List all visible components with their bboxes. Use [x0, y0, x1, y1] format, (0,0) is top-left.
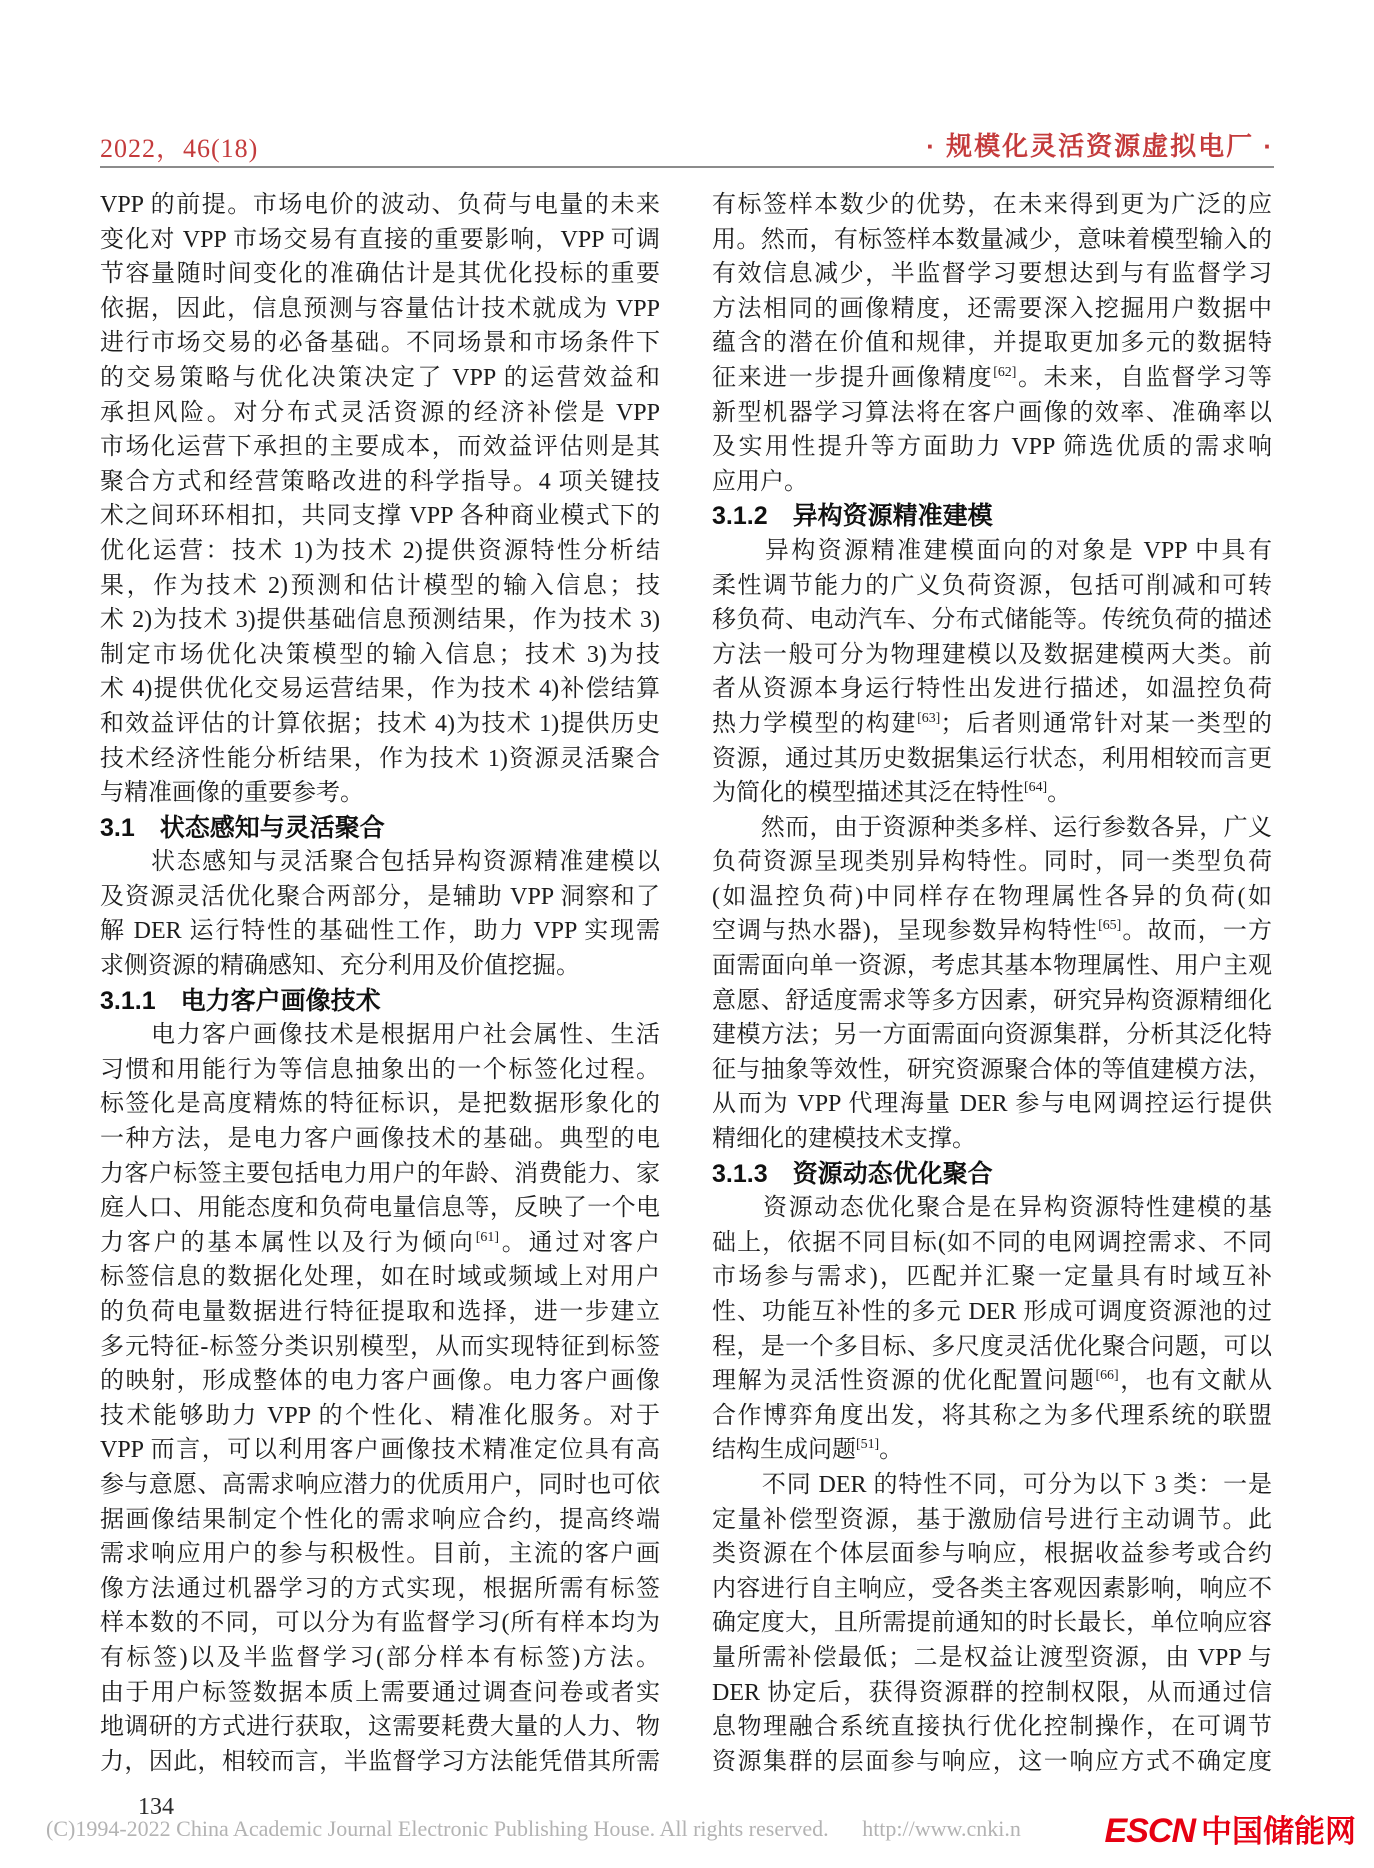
text-line: 求侧资源的精确感知、充分利用及价值挖掘。	[100, 953, 580, 980]
text-line: 庭人口、用能态度和负荷电量信息等，反映了一个电	[100, 1195, 660, 1222]
text-line: 征与抽象等效性，研究资源聚合体的等值建模方法，	[712, 1056, 1272, 1083]
text-line: 节容量随时间变化的准确估计是其优化投标的重要	[100, 261, 660, 288]
text-line: 与精准画像的重要参考。	[100, 780, 364, 807]
text-line: 解 DER 运行特性的基础性工作，助力 VPP 实现需	[100, 918, 660, 945]
text-line: 术 2)为技术 3)提供基础信息预测结果，作为技术 3)	[100, 607, 660, 634]
text-line: 进行市场交易的必备基础。不同场景和市场条件下	[100, 330, 660, 357]
text-line: 样本数的不同，可以分为有监督学习(所有样本均为	[100, 1610, 660, 1637]
cnki-url: http://www.cnki.n	[862, 1816, 1021, 1841]
copyright-line	[46, 1816, 1021, 1842]
text-line: VPP 的前提。市场电价的波动、负荷与电量的未来	[100, 192, 660, 218]
text-line: 多元特征-标签分类识别模型，从而实现特征到标签	[100, 1333, 660, 1360]
page-number: 134	[138, 1794, 174, 1820]
text-line: 内容进行自主响应，受各类主客观因素影响，响应不	[712, 1575, 1272, 1602]
text-line: 资源集群的层面参与响应，这一响应方式不确定度	[712, 1748, 1272, 1775]
copyright-text: (C)1994-2022 China Academic Journal Electronic Publishing House. All rights reserved.	[46, 1816, 829, 1841]
text-line: 需求响应用户的参与积极性。目前，主流的客户画	[100, 1541, 660, 1568]
text-line: 定量补偿型资源，基于激励信号进行主动调节。此	[712, 1506, 1272, 1533]
text-line: 建模方法；另一方面需面向资源集群，分析其泛化特	[712, 1022, 1272, 1049]
text-line: 不同 DER 的特性不同，可分为以下 3 类：一是	[712, 1471, 1272, 1498]
text-line: 术 4)提供优化交易运营结果，作为技术 4)补偿结算	[100, 676, 660, 703]
text-line: 依据，因此，信息预测与容量估计技术就成为 VPP	[100, 295, 660, 322]
text-line: 承担风险。对分布式灵活资源的经济补偿是 VPP	[100, 399, 660, 426]
text-line: 技术经济性能分析结果，作为技术 1)资源灵活聚合	[100, 745, 660, 772]
header-rule	[100, 166, 1274, 168]
text-line: 程，是一个多目标、多尺度灵活优化聚合问题，可以	[712, 1333, 1272, 1360]
text-line: 习惯和用能行为等信息抽象出的一个标签化过程。	[100, 1056, 660, 1083]
text-line: 标签化是高度精炼的特征标识，是把数据形象化的	[100, 1091, 660, 1118]
text-line: 的映射，形成整体的电力客户画像。电力客户画像	[100, 1368, 660, 1395]
text-line: 有效信息减少，半监督学习要想达到与有监督学习	[712, 261, 1272, 288]
text-line: VPP 而言，可以利用客户画像技术精准定位具有高	[100, 1437, 660, 1464]
text-line: 变化对 VPP 市场交易有直接的重要影响，VPP 可调	[100, 226, 660, 253]
right-column	[712, 188, 1272, 1779]
text-line: 然而，由于资源种类多样、运行参数各异，广义	[712, 814, 1272, 841]
text-line: 柔性调节能力的广义负荷资源，包括可削减和可转	[712, 572, 1272, 599]
text-line: 由于用户标签数据本质上需要通过调查问卷或者实	[100, 1679, 660, 1706]
text-line: 移负荷、电动汽车、分布式储能等。传统负荷的描述	[712, 607, 1272, 634]
text-line: 理解为灵活性资源的优化配置问题[66]，也有文献从	[712, 1368, 1272, 1395]
text-line: 负荷资源呈现类别异构特性。同时，同一类型负荷	[712, 849, 1272, 876]
section-heading: 3.1.3 资源动态优化聚合	[712, 1159, 993, 1188]
text-line: 空调与热水器)，呈现参数异构特性[65]。故而，一方	[712, 918, 1272, 945]
logo-text-en: ESCN	[1104, 1812, 1195, 1850]
text-line: 资源，通过其历史数据集运行状态，利用相较而言更	[712, 745, 1272, 772]
text-line: 合作博弈角度出发，将其称之为多代理系统的联盟	[712, 1402, 1272, 1429]
text-line: 术之间环环相扣，共同支撑 VPP 各种商业模式下的	[100, 503, 660, 530]
text-line: 标签信息的数据化处理，如在时域或频域上对用户	[100, 1264, 660, 1291]
text-line: 精细化的建模技术支撑。	[712, 1126, 976, 1153]
text-line: 息物理融合系统直接执行优化控制操作，在可调节	[712, 1714, 1272, 1741]
text-line: 热力学模型的构建[63]；后者则通常针对某一类型的	[712, 710, 1272, 737]
text-line: 的交易策略与优化决策决定了 VPP 的运营效益和	[100, 364, 660, 391]
journal-section-title: · 规模化灵活资源虚拟电厂 ·	[926, 131, 1274, 161]
text-line: 果，作为技术 2)预测和估计模型的输入信息；技	[100, 572, 660, 599]
text-line: 为简化的模型描述其泛在特性[64]。	[712, 780, 1072, 807]
text-line: 面需面向单一资源，考虑其基本物理属性、用户主观	[712, 953, 1272, 980]
text-line: 从而为 VPP 代理海量 DER 参与电网调控运行提供	[712, 1091, 1272, 1118]
text-line: 和效益评估的计算依据；技术 4)为技术 1)提供历史	[100, 710, 660, 737]
text-line: 者从资源本身运行特性出发进行描述，如温控负荷	[712, 676, 1272, 703]
text-line: 方法一般可分为物理建模以及数据建模两大类。前	[712, 641, 1272, 668]
escn-logo	[1105, 1806, 1356, 1851]
text-line: 地调研的方式进行获取，这需要耗费大量的人力、物	[100, 1714, 660, 1741]
section-heading: 3.1.1 电力客户画像技术	[100, 986, 381, 1015]
text-line: (如温控负荷)中同样存在物理属性各异的负荷(如	[712, 883, 1272, 910]
text-line: 制定市场优化决策模型的输入信息；技术 3)为技	[100, 641, 660, 668]
text-line: 一种方法，是电力客户画像技术的基础。典型的电	[100, 1126, 660, 1153]
text-line: 结构生成问题[51]。	[712, 1437, 904, 1464]
left-column	[100, 188, 660, 1779]
text-line: 征来进一步提升画像精度[62]。未来，自监督学习等	[712, 364, 1272, 391]
text-line: 力客户标签主要包括电力用户的年龄、消费能力、家	[100, 1160, 660, 1187]
text-line: 优化运营：技术 1)为技术 2)提供资源特性分析结	[100, 537, 660, 564]
text-line: 用。然而，有标签样本数量减少，意味着模型输入的	[712, 226, 1272, 253]
text-line: 异构资源精准建模面向的对象是 VPP 中具有	[712, 537, 1272, 564]
text-line: 力客户的基本属性以及行为倾向[61]。通过对客户	[100, 1229, 660, 1256]
text-line: 力，因此，相较而言，半监督学习方法能凭借其所需	[100, 1748, 660, 1775]
text-line: 类资源在个体层面参与响应，根据收益参考或合约	[712, 1541, 1272, 1568]
text-line: 蕴含的潜在价值和规律，并提取更加多元的数据特	[712, 330, 1272, 357]
text-line: 量所需补偿最低；二是权益让渡型资源，由 VPP 与	[712, 1644, 1272, 1671]
text-line: 市场参与需求)，匹配并汇聚一定量具有时域互补	[712, 1264, 1272, 1291]
text-line: 资源动态优化聚合是在异构资源特性建模的基	[712, 1195, 1272, 1222]
text-line: 方法相同的画像精度，还需要深入挖掘用户数据中	[712, 295, 1272, 322]
text-line: 有标签)以及半监督学习(部分样本有标签)方法。	[100, 1644, 660, 1671]
text-line: 的负荷电量数据进行特征提取和选择，进一步建立	[100, 1299, 660, 1325]
text-line: 市场化运营下承担的主要成本，而效益评估则是其	[100, 434, 660, 461]
text-line: 有标签样本数少的优势，在未来得到更为广泛的应	[712, 192, 1272, 218]
text-line: 像方法通过机器学习的方式实现，根据所需有标签	[100, 1575, 660, 1602]
journal-issue: 2022，46(18)	[100, 134, 259, 163]
text-line: 意愿、舒适度需求等多方因素，研究异构资源精细化	[712, 987, 1272, 1014]
text-line: 新型机器学习算法将在客户画像的效率、准确率以	[712, 399, 1272, 426]
section-heading: 3.1 状态感知与灵活聚合	[100, 813, 385, 842]
logo-text-cn: 中国储能网	[1201, 1814, 1356, 1849]
text-line: 确定度大，且所需提前通知的时长最长，单位响应容	[712, 1610, 1272, 1637]
text-line: 应用户。	[712, 468, 808, 495]
text-line: 性、功能互补性的多元 DER 形成可调度资源池的过	[712, 1299, 1272, 1325]
text-line: 参与意愿、高需求响应潜力的优质用户，同时也可依	[100, 1471, 660, 1498]
section-heading: 3.1.2 异构资源精准建模	[712, 502, 993, 531]
text-line: 及实用性提升等方面助力 VPP 筛选优质的需求响	[712, 434, 1272, 461]
text-line: 础上，依据不同目标(如不同的电网调控需求、不同	[712, 1229, 1272, 1256]
text-line: 技术能够助力 VPP 的个性化、精准化服务。对于	[100, 1402, 660, 1429]
text-line: 聚合方式和经营策略改进的科学指导。4 项关键技	[100, 468, 660, 495]
text-line: DER 协定后，获得资源群的控制权限，从而通过信	[712, 1679, 1272, 1706]
text-line: 据画像结果制定个性化的需求响应合约，提高终端	[100, 1506, 660, 1533]
text-line: 及资源灵活优化聚合两部分，是辅助 VPP 洞察和了	[100, 883, 660, 910]
text-line: 状态感知与灵活聚合包括异构资源精准建模以	[100, 849, 660, 876]
text-line: 电力客户画像技术是根据用户社会属性、生活	[100, 1022, 660, 1049]
